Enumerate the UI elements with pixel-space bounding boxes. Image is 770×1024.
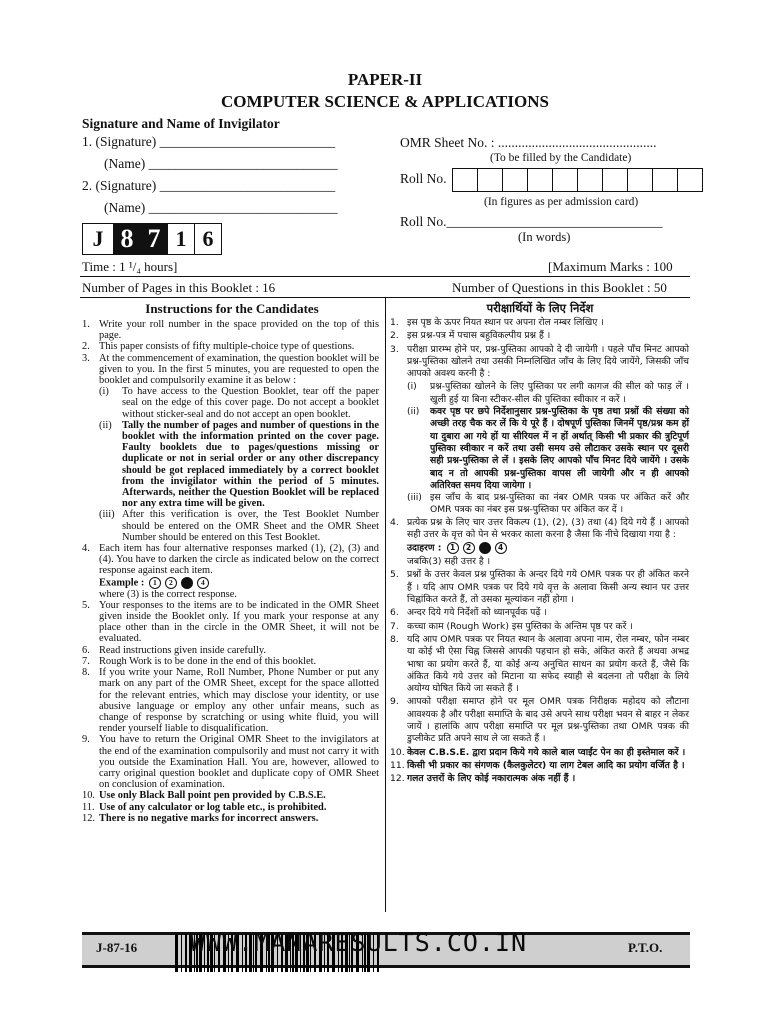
- instruction-item: [82, 790, 379, 801]
- item-text: After this verification is over, the Test Booklet Number should be entered on the OMR Sheet and the OMR Sheet Number should be entered on this Test Booklet.: [122, 509, 379, 543]
- item-number: 6.: [390, 607, 399, 619]
- instruction-item: [82, 543, 379, 577]
- invigilator-heading: Signature and Name of Invigilator: [82, 116, 280, 131]
- answer-circle-icon: 3: [479, 542, 491, 554]
- item-text: where (3) is the correct response.: [99, 588, 237, 600]
- item-text: अन्दर दिये गये निर्देशों को ध्यानपूर्वक पढ़ें ।: [407, 607, 547, 619]
- instruction-item: [82, 600, 379, 645]
- item-text: Read instructions given inside carefully.: [99, 644, 266, 656]
- item-number: 2.: [390, 330, 399, 342]
- item-text: At the commencement of examination, the question booklet will be given to you. In the first 5 minutes, you are requested to open the booklet and compulsorily examine it as below :: [99, 352, 379, 387]
- code-char: 7: [141, 224, 168, 254]
- instruction-item: [390, 344, 689, 381]
- instruction-item: [390, 773, 689, 785]
- signature-line-2: 2. (Signature) __________________________: [82, 178, 336, 193]
- instruction-item: [407, 381, 689, 406]
- barcode-bar: [185, 934, 187, 972]
- instruction-item: [390, 517, 689, 542]
- item-text: Write your roll number in the space provided on the top of this page.: [99, 319, 379, 342]
- code-char: 6: [202, 226, 214, 251]
- code-char: 1: [168, 224, 195, 254]
- item-number: (i): [99, 386, 109, 398]
- answer-circle-icon: 4: [197, 577, 209, 589]
- instruction-item: [390, 330, 689, 342]
- instructions-heading-hi: परीक्षार्थियों के लिए निर्देश: [486, 301, 594, 315]
- watermark: WWW.MANARESULTS.CO.IN: [190, 928, 528, 957]
- item-number: 3.: [82, 352, 90, 364]
- example-row: [390, 542, 689, 555]
- roll-no-boxes[interactable]: [452, 168, 703, 192]
- item-text: There is no negative marks for incorrect answers.: [99, 812, 319, 824]
- instruction-item: [99, 420, 379, 510]
- item-number: 11.: [82, 801, 95, 813]
- item-text: आपको परीक्षा समाप्त होने पर मूल OMR पत्रक निरीक्षक महोदय को लौटाना आवश्यक है और परीक्षा समाप्ति के बाद उसे अपने साथ परीक्षा भवन से बाहर न लेकर जायें । हालांकि आप परीक्षा समाप्ति पर मूल प्रश्न-पुस्तिका तथा OMR पत्रक की डुप्लीकेट प्रति अपने साथ ले जा सकते हैं ।: [407, 696, 689, 745]
- signature-line-1: 1. (Signature) __________________________: [82, 134, 336, 149]
- answer-circle-icon: 2: [165, 577, 177, 589]
- instruction-item: [390, 556, 689, 568]
- example-label: Example :: [99, 577, 147, 589]
- item-text: Rough Work is to be done in the end of this booklet.: [99, 655, 317, 667]
- item-number: 9.: [390, 696, 399, 708]
- instruction-item: [390, 621, 689, 633]
- item-text: इस प्रश्न-पत्र में पचास बहुविकल्पीय प्रश्न हैं ।: [407, 330, 551, 342]
- item-text: Use of any calculator or log table etc., is prohibited.: [99, 801, 327, 813]
- instruction-item: [99, 386, 379, 420]
- instruction-item: [82, 656, 379, 667]
- questions-count: Number of Questions in this Booklet : 50: [452, 280, 667, 295]
- item-text: किसी भी प्रकार का संगणक (कैलकुलेटर) या लाग टेबल आदि का प्रयोग वर्जित है ।: [407, 759, 685, 771]
- item-number: 1.: [82, 319, 90, 330]
- instruction-item: [82, 353, 379, 387]
- item-number: 7.: [390, 620, 399, 632]
- item-text: इस पृष्ठ के ऊपर नियत स्थान पर अपना रोल नम्बर लिखिए ।: [407, 317, 604, 328]
- barcode-bar: [181, 934, 182, 972]
- item-number: (iii): [407, 492, 422, 504]
- item-number: 12.: [390, 773, 405, 785]
- item-text: Your responses to the items are to be indicated in the OMR Sheet given inside the Booklet only. If you mark your response at any place other than in the circle in the OMR Sheet, it will not be evaluated.: [99, 599, 379, 645]
- instruction-item: [407, 492, 689, 517]
- item-number: 4.: [390, 516, 399, 528]
- instruction-item: [82, 645, 379, 656]
- item-text: प्रश्नों के उत्तर केवल प्रश्न पुस्तिका के अन्दर दिये गये OMR पत्रक पर ही अंकित करने हैं । यदि आप OMR पत्रक पर दिये गये वृत्त के अलावा किसी अन्य स्थान पर उत्तर चिह्नांकित करते हैं, तो उसका मूल्यांकन नहीं होगा ।: [407, 569, 689, 606]
- answer-circle-icon: 3: [181, 577, 193, 589]
- item-number: (i): [407, 381, 417, 393]
- item-text: Tally the number of pages and number of questions in the booklet with the information printed on the cover page. Faulty booklets due to pages/questions missing or duplicate or not in serial order or any other discrepancy should be got replaced immediately by a correct booklet from the invigilator within the period of 5 minutes. Afterwards, neither the Question Booklet will be replaced nor any extra time will be given.: [122, 419, 379, 510]
- item-number: 2.: [82, 341, 90, 353]
- answer-circle-icon: 1: [149, 577, 161, 589]
- instruction-item: [82, 802, 379, 813]
- time-label: Time : 1 ¹/₄ hours]: [82, 259, 178, 274]
- booklet-code-box: [82, 223, 222, 255]
- item-text: इस जाँच के बाद प्रश्न-पुस्तिका का नंबर OMR पत्रक पर अंकित करें और OMR पत्रक का नंबर इस प्रश्न-पुस्तिका पर अंकित कर दें ।: [430, 492, 689, 516]
- item-number: 7.: [82, 655, 90, 667]
- item-number: 8.: [82, 667, 90, 679]
- item-number: 12.: [82, 812, 95, 824]
- item-number: 8.: [390, 633, 399, 645]
- item-number: 11.: [390, 759, 405, 771]
- item-text: कवर पृष्ठ पर छपे निर्देशानुसार प्रश्न-पुस्तिका के पृष्ठ तथा प्रश्नों की संख्या को अच्छी तरह चैक कर लें कि ये पूरे हैं । दोषपूर्ण पुस्तिका जिनमें पृष्ठ/प्रश्न कम हों या दुबारा आ गये हों या सीरियल में न हों अर्थात् किसी भी प्रकार की त्रुटिपूर्ण पुस्तिका स्वीकार न करें तथा उसी समय उसे लौटाकर उसके स्थान पर दूसरी सही प्रश्न-पुस्तिका ले लें । इसके लिए आपको पाँच मिनट दिये जायेंगे । उसके बाद न तो आपकी प्रश्न-पुस्तिका वापस ली जायेगी और न ही आपको अतिरिक्त समय दिया जायेगा ।: [430, 406, 689, 491]
- item-number: (ii): [407, 406, 420, 418]
- item-text: To have access to the Question Booklet, tear off the paper seal on the edge of this cover page. Do not accept a booklet without sticker-seal and do not accept an open booklet.: [122, 386, 379, 420]
- footer-code: J-87-16: [96, 940, 138, 955]
- in-words-note: (In words): [518, 230, 571, 244]
- omr-sheet-no: OMR Sheet No. : ...............................................: [400, 135, 657, 150]
- instruction-item: [99, 509, 379, 543]
- item-number: 10.: [82, 790, 95, 802]
- item-number: 10.: [390, 746, 405, 758]
- item-text: If you write your Name, Roll Number, Phone Number or put any mark on any part of the OMR Sheet, except for the space allotted for the relevant entries, which may disclose your identity, or use abusive language or employ any other unfair means, such as change of response by scratching or using white fluid, you will render yourself liable to disqualification.: [99, 667, 379, 735]
- item-text: Each item has four alternative responses marked (1), (2), (3) and (4). You have to darken the circle as indicated below on the correct response against each item.: [99, 543, 379, 577]
- instruction-item: [82, 319, 379, 341]
- instruction-item: [82, 734, 379, 790]
- answer-circle-icon: 4: [495, 542, 507, 554]
- example-row: [82, 577, 379, 589]
- item-text: प्रत्येक प्रश्न के लिए चार उत्तर विकल्प (1), (2), (3) तथा (4) दिये गये हैं । आपको सही उत्तर के वृत्त को पेन से भरकर काला करना है जैसा कि नीचे दिखाया गया है :: [407, 516, 689, 541]
- roll-no-words: Roll No.________________________________: [400, 214, 663, 229]
- item-number: [82, 589, 99, 600]
- instruction-item: [390, 747, 689, 759]
- item-number: 3.: [390, 343, 399, 355]
- instruction-item: [407, 406, 689, 492]
- item-text: गलत उत्तरों के लिए कोई नकारात्मक अंक नहीं हैं ।: [407, 773, 576, 785]
- instruction-item: [390, 760, 689, 772]
- instruction-item: [390, 569, 689, 606]
- item-number: 4.: [82, 543, 90, 555]
- item-text: कच्चा काम (Rough Work) इस पुस्तिका के अन्तिम पृष्ठ पर करें ।: [407, 620, 633, 632]
- item-number: 9.: [82, 734, 90, 746]
- item-text: प्रश्न-पुस्तिका खोलने के लिए पुस्तिका पर लगी कागज की सील को फाड़ लें । खुली हुई या बिना स्टीकर-सील की पुस्तिका स्वीकार न करें ।: [430, 381, 689, 405]
- item-number: 5.: [390, 569, 399, 581]
- subject-title: COMPUTER SCIENCE & APPLICATIONS: [221, 92, 549, 111]
- item-text: केवल C.B.S.E. द्वारा प्रदान किये गये काले बाल प्वाईंट पेन का ही इस्तेमाल करें ।: [407, 746, 686, 758]
- paper-title: PAPER-II: [347, 70, 423, 89]
- code-char: J: [83, 224, 114, 254]
- instruction-item: [82, 813, 379, 824]
- pto-label: P.T.O.: [628, 940, 663, 955]
- item-number: (iii): [99, 509, 115, 521]
- example-label: उदाहरण :: [407, 542, 445, 554]
- pages-count: Number of Pages in this Booklet : 16: [82, 280, 276, 295]
- instruction-item: [390, 696, 689, 745]
- item-text: परीक्षा प्रारम्भ होने पर, प्रश्न-पुस्तिका आपको दे दी जायेगी । पहले पाँच मिनट आपको प्रश्न-पुस्तिका खोलने तथा उसकी निम्नलिखित जाँच के लिए दिये जायेंगे, जिसकी जाँच आपको अवश्य करनी है :: [407, 343, 689, 380]
- name-line-2: (Name) ____________________________: [104, 200, 338, 215]
- instruction-item: [82, 341, 379, 352]
- answer-circle-icon: 2: [463, 542, 475, 554]
- instruction-item: [390, 317, 689, 329]
- item-number: 6.: [82, 644, 90, 656]
- roll-no-label: Roll No.: [400, 171, 447, 186]
- max-marks: [Maximum Marks : 100: [548, 259, 673, 274]
- instruction-item: [82, 667, 379, 734]
- instruction-item: [82, 589, 379, 600]
- item-number: [390, 556, 407, 568]
- item-text: यदि आप OMR पत्रक पर नियत स्थान के अलावा अपना नाम, रोल नम्बर, फोन नम्बर या कोई भी ऐसा चिह्न जिससे आपकी पहचान हो सके, अंकित करते हैं अथवा अभद्र भाषा का प्रयोग करते हैं, या कोई अन्य अनुचित साधन का प्रयोग करते हैं, जैसे कि अंकित किये गये उत्तर को मिटाना या सफेद स्याही से बदलना तो परीक्षा के लिये अयोग्य घोषित किये जा सकते हैं ।: [407, 633, 689, 695]
- item-text: जबकि(3) सही उत्तर है ।: [407, 556, 491, 568]
- item-text: This paper consists of fifty multiple-choice type of questions.: [99, 341, 355, 353]
- item-text: You have to return the Original OMR Sheet to the invigilators at the end of the examination compulsorily and must not carry it with you outside the Examination Hall. You are, however, allowed to carry original question booklet and duplicate copy of OMR Sheet on conclusion of examination.: [99, 734, 379, 791]
- item-text: Use only Black Ball point pen provided by C.B.S.E.: [99, 790, 326, 802]
- item-number: (ii): [99, 419, 112, 431]
- barcode-bar: [175, 934, 178, 972]
- roll-no-note: (In figures as per admission card): [484, 196, 639, 208]
- name-line-1: (Name) ____________________________: [104, 156, 338, 171]
- item-number: 1.: [390, 317, 399, 328]
- instructions-list-en: [82, 319, 379, 824]
- item-number: 5.: [82, 599, 90, 611]
- divider: [80, 276, 690, 277]
- omr-sheet-note: (To be filled by the Candidate): [490, 152, 632, 164]
- code-char: 8: [114, 224, 141, 254]
- instructions-heading-en: Instructions for the Candidates: [145, 301, 319, 316]
- instruction-item: [390, 607, 689, 619]
- column-divider: [385, 297, 386, 912]
- instruction-item: [390, 634, 689, 695]
- answer-circle-icon: 1: [447, 542, 459, 554]
- instructions-list-hi: [390, 317, 689, 786]
